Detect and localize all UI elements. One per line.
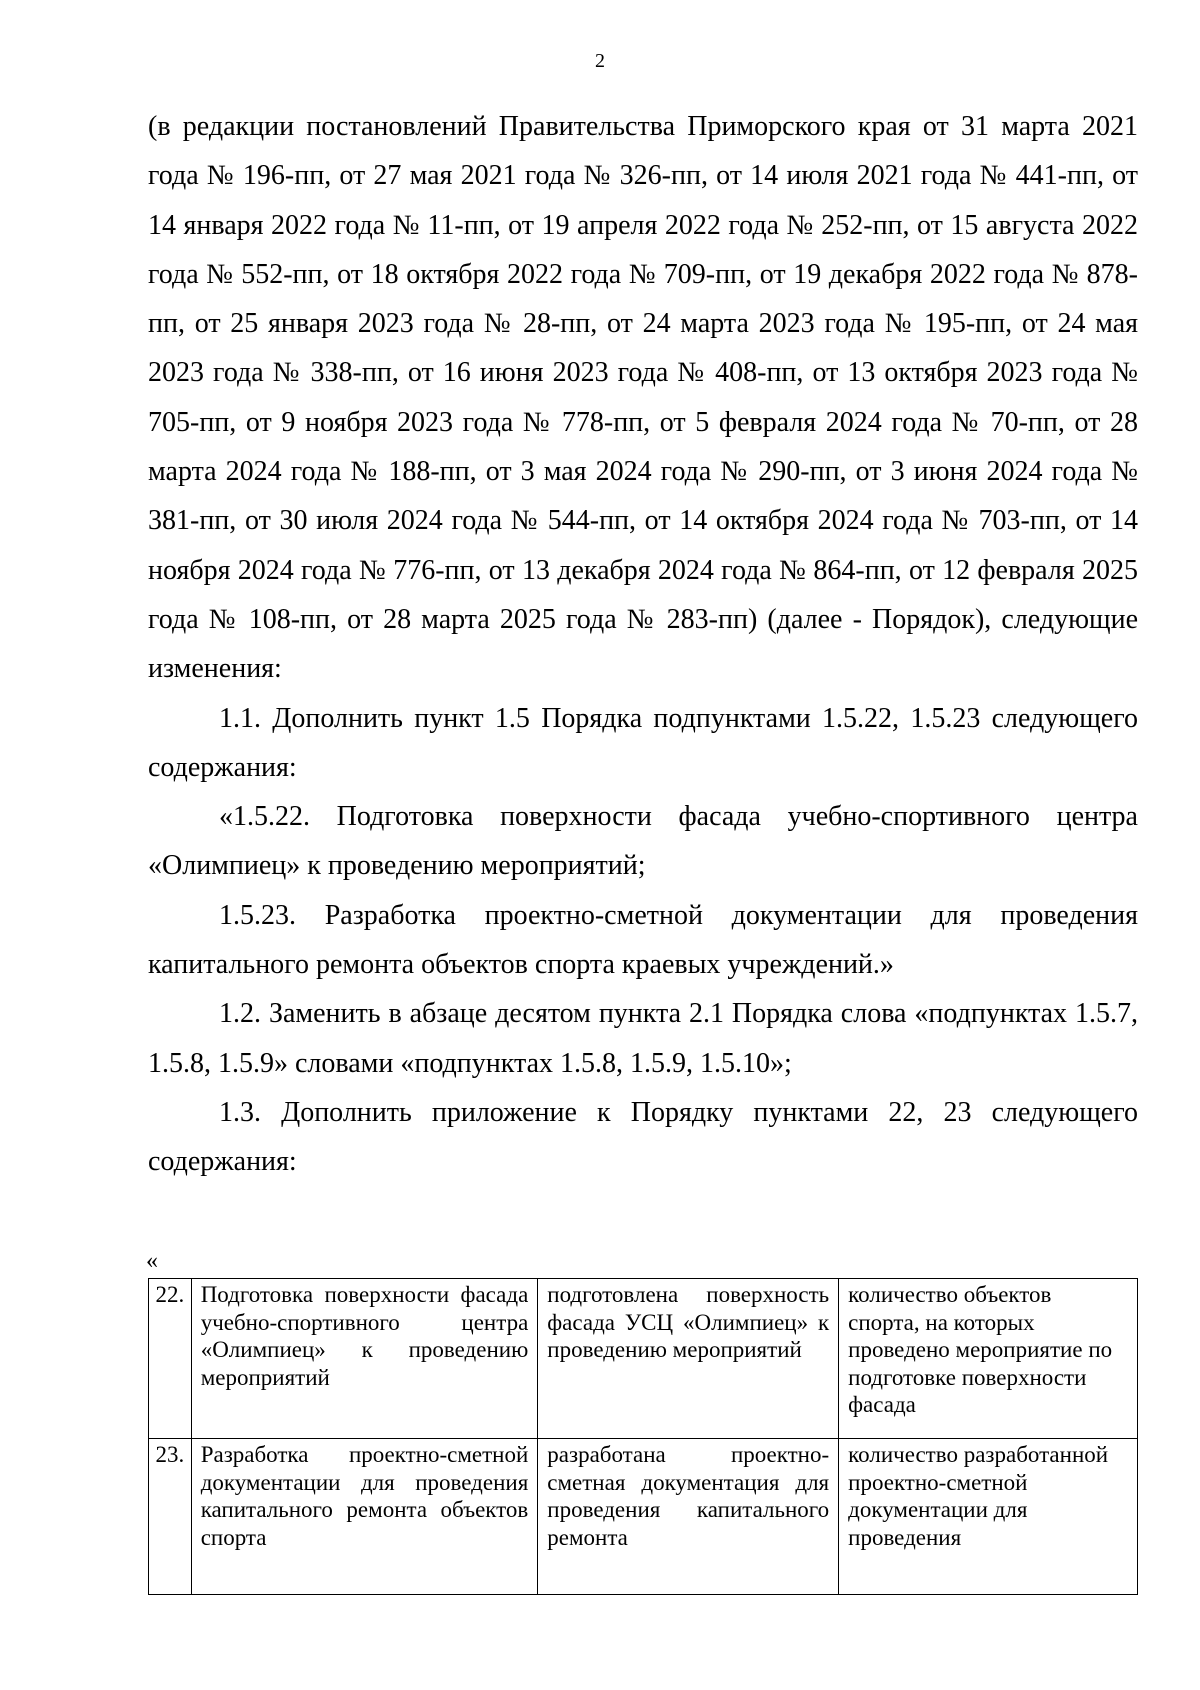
indicator-cell: количество объектов спорта, на которых проведено мероприятие по подготовке поверхности фасада (839, 1279, 1138, 1439)
row-number-cell: 22. (149, 1279, 192, 1439)
row-number-cell: 23. (149, 1439, 192, 1595)
document-body (148, 102, 1138, 1187)
page-number: 2 (595, 50, 605, 72)
table-row (149, 1279, 1138, 1439)
result-cell: разработана проектно-сметная документация для проведения капитального ремонта (538, 1439, 839, 1595)
paragraph-1-1: 1.1. Дополнить пункт 1.5 Порядка подпунктами 1.5.22, 1.5.23 следующего содержания: (148, 702, 1138, 783)
measure-cell: Подготовка поверхности фасада учебно-спортивного центра «Олимпиец» к проведению мероприятий (191, 1279, 538, 1439)
paragraph-1-5-23: 1.5.23. Разработка проектно-сметной документации для проведения капитального ремонта объектов спорта краевых учреждений.» (148, 899, 1138, 981)
result-cell: подготовлена поверхность фасада УСЦ «Олимпиец» к проведению мероприятий (538, 1279, 839, 1439)
paragraph-amendments-list: (в редакции постановлений Правительства Приморского края от 31 марта 2021 года № 196-пп, от 27 мая 2021 года № 326-пп, от 14 июля 2021 года № 441-пп, от 14 января 2022 года № 11-пп, от 19 апреля 2022 года № 252-пп, от 15 августа 2022 года № 552-пп, от 18 октября 2022 года № 709-пп, от 19 декабря 2022 года № 878-пп, от 25 января 2023 года № 28-пп, от 24 марта 2023 года № 195-пп, от 24 мая 2023 года № 338-пп, от 16 июня 2023 года № 408-пп, от 13 октября 2023 года № 705-пп, от 9 ноября 2023 года № 778-пп, от 5 февраля 2024 года № 70-пп, от 28 марта 2024 года № 188-пп, от 3 мая 2024 года № 290-пп, от 3 июня 2024 года № 381-пп, от 30 июля 2024 года № 544-пп, от 14 октября 2024 года № 703-пп, от 14 ноября 2024 года № 776-пп, от 13 декабря 2024 года № 864-пп, от 12 февраля 2025 года № 108-пп, от 28 марта 2025 года № 283-пп) (далее - Порядок), следующие изменения: (148, 111, 1138, 685)
paragraph-1-3: 1.3. Дополнить приложение к Порядку пунктами 22, 23 следующего содержания: (148, 1096, 1138, 1178)
indicator-cell: количество разработанной проектно-сметной документации для проведения (839, 1439, 1138, 1595)
measure-cell: Разработка проектно-сметной документации для проведения капитального ремонта объектов спорта (191, 1439, 538, 1595)
table-opening-quote: « (146, 1248, 158, 1274)
appendix-table (148, 1278, 1138, 1595)
table-row (149, 1439, 1138, 1595)
paragraph-1-2: 1.2. Заменить в абзаце десятом пункта 2.1 Порядка слова «подпунктах 1.5.7, 1.5.8, 1.5.9» словами «подпунктах 1.5.8, 1.5.9, 1.5.10»; (148, 998, 1138, 1079)
paragraph-1-5-22: «1.5.22. Подготовка поверхности фасада учебно-спортивного центра «Олимпиец» к проведению мероприятий; (148, 801, 1138, 882)
